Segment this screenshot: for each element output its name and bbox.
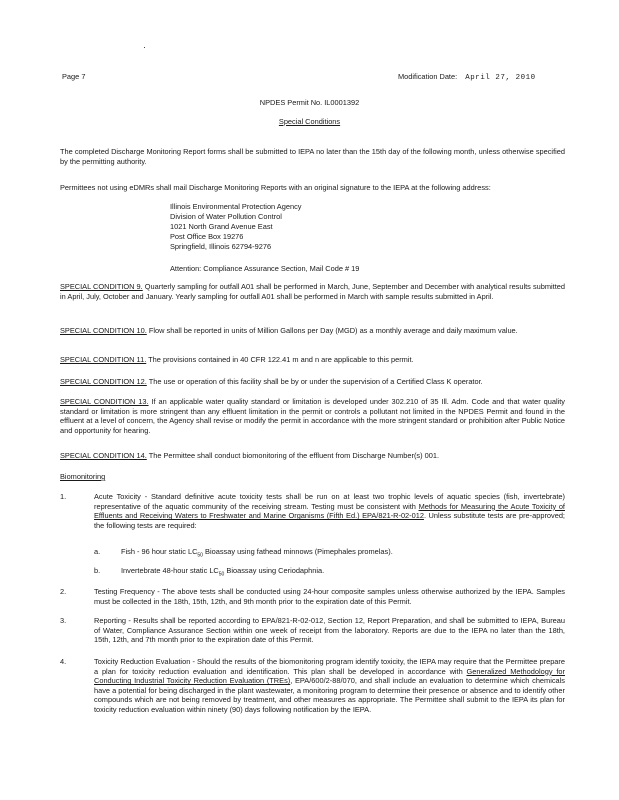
item-1-acute-toxicity <box>94 492 565 530</box>
item-1-text-a: Acute Toxicity - Standard definitive acute toxicity tests shall be run on at least two trophic levels of aquatic species (fish, invertebrate) representative of the aquatic community of the receiving stream. Testing must be consistent with <box>94 492 565 511</box>
item-4-text-b: , EPA/600/2-88/070, and shall include an evaluation to determine which chemicals have a potential for being discharged in the plant wastewater, a monitoring program to determine their presence or absence and to identify other compounds which are not being removed by treatment, and other measures as appropriate. The Permittee shall submit to the IEPA its plan for toxicity reduction evaluation within ninety (90) days following notification by the IEPA. <box>94 676 565 714</box>
item-4-toxicity-reduction <box>94 657 565 715</box>
sub-item-a-subscript: 50 <box>197 552 203 559</box>
section-title: Special Conditions <box>278 117 341 126</box>
address-line-1: Illinois Environmental Protection Agency <box>170 202 302 211</box>
address-line-4: Post Office Box 19276 <box>170 232 244 241</box>
item-2-number: 2. <box>60 587 67 596</box>
item-3-reporting: Reporting - Results shall be reported according to EPA/821-R-02-012, Section 12, Report Preparation, and shall be submitted to IEPA, Bureau of Water, Compliance Assurance Section within one week of receipt from the laboratory. Reports are due to the IEPA no later than the 18th, 15th, 12th, and 7th month prior to the expiration date of this Permit. <box>94 616 565 645</box>
sub-item-b-text: Invertebrate 48-hour static LC <box>121 566 219 575</box>
item-1-text-b: . Unless substitute tests are pre-approved; the following tests are required: <box>94 511 565 530</box>
sub-item-a-rest: Bioassay using fathead minnows (Pimephales promelas). <box>202 547 393 556</box>
intro-paragraph-1: The completed Discharge Monitoring Report forms shall be submitted to IEPA no later than the 15th day of the following month, unless otherwise specified by the permitting authority. <box>60 147 565 166</box>
section-title-wrap <box>0 117 619 127</box>
special-condition-12 <box>60 377 565 387</box>
condition-12-text: The use or operation of this facility shall be by or under the supervision of a Certified Class K operator. <box>146 377 483 386</box>
condition-10-text: Flow shall be reported in units of Million Gallons per Day (MGD) as a monthly average and daily maximum value. <box>146 326 518 335</box>
condition-11-text: The provisions contained in 40 CFR 122.41 m and n are applicable to this permit. <box>146 355 414 364</box>
sub-item-b-invertebrate <box>121 566 561 580</box>
condition-10-label: SPECIAL CONDITION 10. <box>60 326 147 335</box>
condition-9-label: SPECIAL CONDITION 9. <box>60 282 143 291</box>
special-condition-11 <box>60 355 565 365</box>
special-condition-14 <box>60 451 565 461</box>
modification-date <box>398 72 536 84</box>
sub-item-b-letter: b. <box>94 566 101 575</box>
special-condition-10 <box>60 326 565 336</box>
sub-item-b-rest: Bioassay using Ceriodaphnia. <box>224 566 325 575</box>
address-line-3: 1021 North Grand Avenue East <box>170 222 273 231</box>
condition-14-label: SPECIAL CONDITION 14. <box>60 451 147 460</box>
item-1-method-reference: Methods for Measuring the Acute Toxicity of Effluents and Receiving Waters to Freshwater and Marine Organisms (Fifth Ed.) EPA/821-R-02-012 <box>94 501 565 521</box>
address-line-5: Springfield, Illinois 62794-9276 <box>170 242 272 251</box>
modification-date-label: Modification Date: <box>398 72 458 81</box>
item-4-number: 4. <box>60 657 67 666</box>
modification-date-value: April 27, 2010 <box>465 74 536 82</box>
stray-mark: · <box>143 42 146 52</box>
sub-item-a-text: Fish - 96 hour static LC <box>121 547 198 556</box>
item-4-text-a: Toxicity Reduction Evaluation - Should the results of the biomonitoring program identify toxicity, the IEPA may require that the Permittee prepare a plan for toxicity reduction evaluation and identification. This plan shall be developed in accordance with <box>94 657 565 676</box>
item-3-number: 3. <box>60 616 67 625</box>
permit-number: NPDES Permit No. IL0001392 <box>259 98 360 107</box>
condition-13-text: If an applicable water quality standard or limitation is developed under 302.210 of 35 Ill. Adm. Code and that water quality standard or limitation is more stringent than any effluent limitation in the permit or controls a pollutant not limited in the NPDES Permit and found in the effluent at a level of concern, the Agency shall revise or modify the permit in accordance with the more stringent standard or prohibition after Public Notice and opportunity for hearing. <box>60 397 565 435</box>
intro-paragraph-2: Permittees not using eDMRs shall mail Discharge Monitoring Reports with an original signature to the IEPA at the following address: <box>60 183 491 192</box>
sub-item-b-subscript: 50 <box>218 571 225 578</box>
item-2-testing-frequency: Testing Frequency - The above tests shall be conducted using 24-hour composite samples unless otherwise authorized by the IEPA. Samples must be collected in the 18th, 15th, 12th, and 9th month prior to the expiration date of this Permit. <box>94 587 565 606</box>
condition-13-label: SPECIAL CONDITION 13. <box>60 397 149 406</box>
biomonitoring-heading: Biomonitoring <box>60 472 106 481</box>
special-condition-9 <box>60 282 565 301</box>
condition-11-label: SPECIAL CONDITION 11. <box>60 355 147 364</box>
condition-12-label: SPECIAL CONDITION 12. <box>60 377 147 386</box>
condition-14-text: The Permittee shall conduct biomonitoring of the effluent from Discharge Number(s) 001. <box>146 451 440 460</box>
page-number: Page 7 <box>62 72 86 81</box>
condition-9-text: Quarterly sampling for outfall A01 shall be performed in March, June, September and December with analytical results submitted in April, July, October and January. Yearly sampling for outfall A01 shall be performed in March with sample results submitted in April. <box>60 282 565 301</box>
address-line-2: Division of Water Pollution Control <box>170 212 282 221</box>
sub-item-a-fish <box>121 547 561 561</box>
item-1-number: 1. <box>60 492 67 501</box>
item-4-method-reference: Generalized Methodology for Conducting Industrial Toxicity Reduction Evaluation (TREs) <box>94 666 565 686</box>
sub-item-a-letter: a. <box>94 547 101 556</box>
special-condition-13 <box>60 397 565 435</box>
attention-line: Attention: Compliance Assurance Section, Mail Code # 19 <box>170 264 360 273</box>
